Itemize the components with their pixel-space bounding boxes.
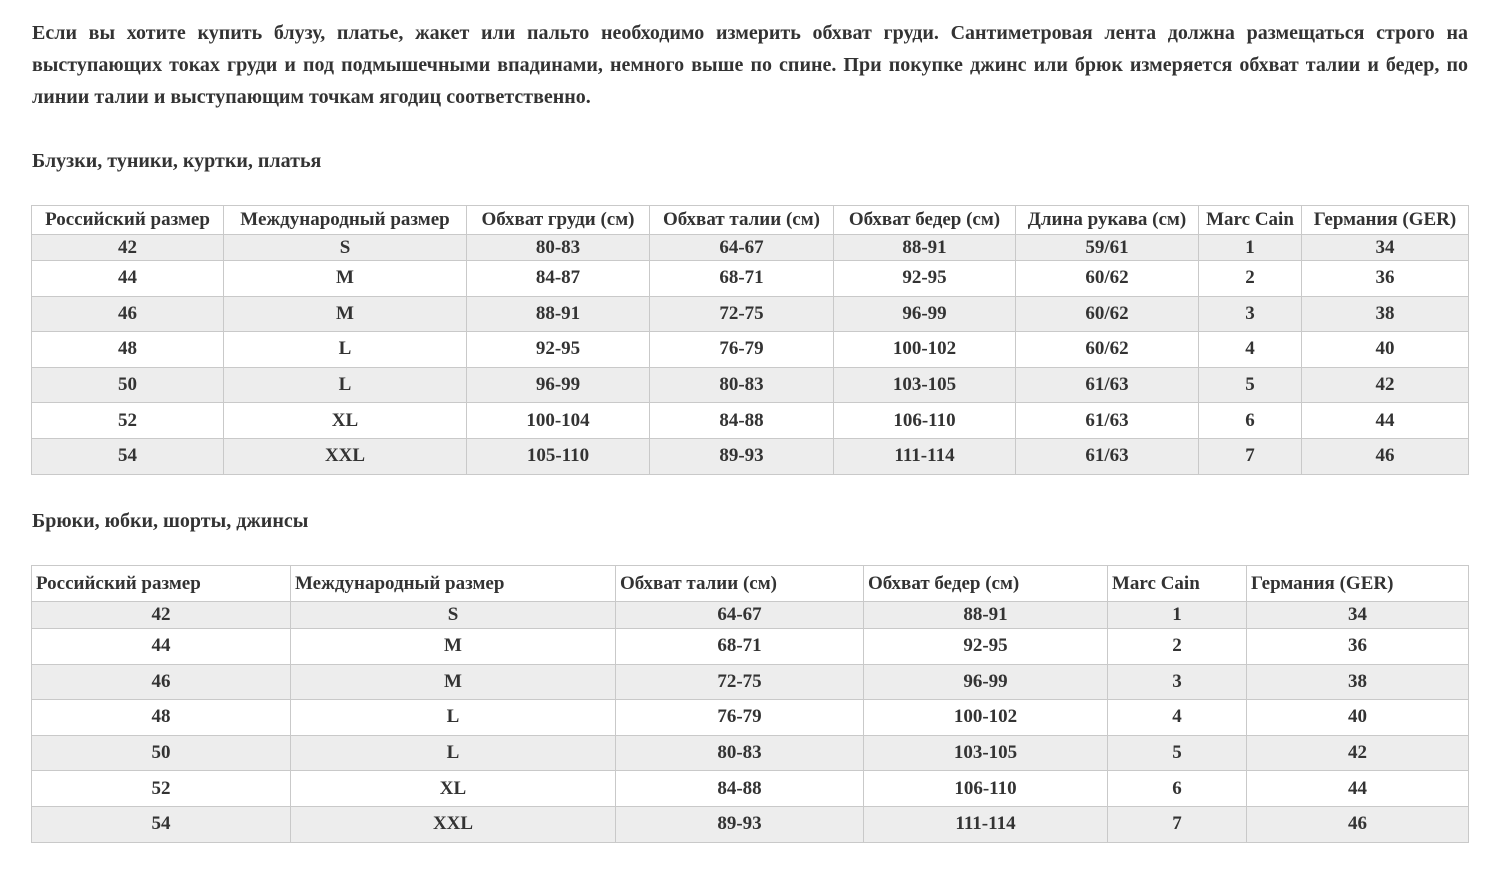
table-cell: 5 — [1199, 367, 1302, 403]
table-cell: 106-110 — [834, 403, 1016, 439]
table-row — [32, 235, 1469, 261]
table-cell: 103-105 — [864, 735, 1108, 771]
table-cell: 100-102 — [864, 700, 1108, 736]
column-header: Российский размер — [32, 566, 291, 602]
table-cell: 76-79 — [650, 332, 834, 368]
table-row — [32, 296, 1469, 332]
table-cell: XXL — [291, 806, 616, 842]
table-cell: 7 — [1199, 438, 1302, 474]
table-row — [32, 629, 1469, 665]
table-cell: 96-99 — [467, 367, 650, 403]
table-row — [32, 602, 1469, 629]
table-cell: 34 — [1247, 602, 1469, 629]
table-cell: 59/61 — [1016, 235, 1199, 261]
table-cell: 42 — [32, 235, 224, 261]
column-header: Обхват талии (см) — [616, 566, 864, 602]
column-header: Длина рукава (см) — [1016, 206, 1199, 235]
table-cell: 44 — [1247, 771, 1469, 807]
table-row — [32, 735, 1469, 771]
table-cell: 6 — [1199, 403, 1302, 439]
table-cell: L — [291, 700, 616, 736]
table-cell: 64-67 — [650, 235, 834, 261]
table-header — [32, 206, 1469, 235]
table-cell: 100-104 — [467, 403, 650, 439]
column-header: Marc Cain — [1108, 566, 1247, 602]
table-cell: 46 — [32, 664, 291, 700]
table-cell: 92-95 — [834, 261, 1016, 297]
table-cell: 111-114 — [834, 438, 1016, 474]
table-cell: 72-75 — [616, 664, 864, 700]
table-cell: 61/63 — [1016, 403, 1199, 439]
table-cell: 46 — [1302, 438, 1469, 474]
column-header: Германия (GER) — [1302, 206, 1469, 235]
table-cell: L — [224, 332, 467, 368]
table-row — [32, 438, 1469, 474]
table-cell: 111-114 — [864, 806, 1108, 842]
table-row — [32, 771, 1469, 807]
intro-paragraph: Если вы хотите купить блузу, платье, жакет или пальто необходимо измерить обхват груди. Сантиметровая лента должна размещаться строго на выступающих токах груди и под подмышечными впадинами, немного выше по спине. При покупке джинс или брюк измеряется обхват талии и бедер, по линии талии и выступающим точкам ягодиц соответственно. — [32, 22, 1468, 108]
table-cell: 92-95 — [864, 629, 1108, 665]
column-header: Обхват талии (см) — [650, 206, 834, 235]
table-cell: 61/63 — [1016, 438, 1199, 474]
table-cell: 34 — [1302, 235, 1469, 261]
table-cell: 6 — [1108, 771, 1247, 807]
table-cell: M — [224, 296, 467, 332]
table-cell: 48 — [32, 332, 224, 368]
table-body — [32, 602, 1469, 843]
table-cell: 4 — [1108, 700, 1247, 736]
table-cell: 52 — [32, 403, 224, 439]
table-cell: 80-83 — [467, 235, 650, 261]
table-cell: 38 — [1247, 664, 1469, 700]
table-cell: 40 — [1247, 700, 1469, 736]
table-cell: 80-83 — [616, 735, 864, 771]
table-cell: 36 — [1247, 629, 1469, 665]
table-cell: 88-91 — [834, 235, 1016, 261]
table-cell: L — [224, 367, 467, 403]
table-cell: 103-105 — [834, 367, 1016, 403]
table-cell: 2 — [1199, 261, 1302, 297]
table-cell: 106-110 — [864, 771, 1108, 807]
table-cell: 105-110 — [467, 438, 650, 474]
table-cell: M — [291, 629, 616, 665]
column-header: Обхват бедер (см) — [864, 566, 1108, 602]
table-cell: 42 — [32, 602, 291, 629]
table-cell: 46 — [1247, 806, 1469, 842]
table-cell: 42 — [1247, 735, 1469, 771]
table-cell: 60/62 — [1016, 261, 1199, 297]
table-cell: 44 — [32, 261, 224, 297]
table-cell: XXL — [224, 438, 467, 474]
table-cell: 44 — [1302, 403, 1469, 439]
table-cell: 1 — [1199, 235, 1302, 261]
column-header: Международный размер — [291, 566, 616, 602]
table-cell: 68-71 — [650, 261, 834, 297]
table-cell: 36 — [1302, 261, 1469, 297]
table-row — [32, 664, 1469, 700]
table-cell: 92-95 — [467, 332, 650, 368]
table-cell: 64-67 — [616, 602, 864, 629]
table-cell: 2 — [1108, 629, 1247, 665]
table-cell: 4 — [1199, 332, 1302, 368]
section-title-tops: Блузки, туники, куртки, платья — [32, 150, 322, 172]
column-header: Обхват груди (см) — [467, 206, 650, 235]
table-cell: 44 — [32, 629, 291, 665]
table-cell: 96-99 — [834, 296, 1016, 332]
table-cell: 100-102 — [834, 332, 1016, 368]
table-row — [32, 367, 1469, 403]
table-cell: S — [291, 602, 616, 629]
table-cell: 68-71 — [616, 629, 864, 665]
size-table-bottoms — [31, 565, 1469, 843]
table-cell: 46 — [32, 296, 224, 332]
table-cell: 50 — [32, 735, 291, 771]
table-cell: 40 — [1302, 332, 1469, 368]
table-cell: 96-99 — [864, 664, 1108, 700]
table-cell: 76-79 — [616, 700, 864, 736]
table-cell: 3 — [1108, 664, 1247, 700]
section-title-bottoms: Брюки, юбки, шорты, джинсы — [32, 510, 309, 532]
column-header: Российский размер — [32, 206, 224, 235]
table-body — [32, 235, 1469, 475]
table-row — [32, 261, 1469, 297]
table-cell: M — [224, 261, 467, 297]
table-cell: M — [291, 664, 616, 700]
table-cell: 88-91 — [467, 296, 650, 332]
table-cell: 1 — [1108, 602, 1247, 629]
size-table-tops — [31, 205, 1469, 475]
table-cell: XL — [224, 403, 467, 439]
table-cell: XL — [291, 771, 616, 807]
table-cell: 42 — [1302, 367, 1469, 403]
table-cell: L — [291, 735, 616, 771]
table-cell: 3 — [1199, 296, 1302, 332]
table-cell: 89-93 — [650, 438, 834, 474]
table-cell: 7 — [1108, 806, 1247, 842]
table-cell: S — [224, 235, 467, 261]
table-row — [32, 332, 1469, 368]
table-cell: 84-88 — [650, 403, 834, 439]
table-header — [32, 566, 1469, 602]
table-row — [32, 700, 1469, 736]
table-cell: 61/63 — [1016, 367, 1199, 403]
table-cell: 84-88 — [616, 771, 864, 807]
table-cell: 72-75 — [650, 296, 834, 332]
table-cell: 52 — [32, 771, 291, 807]
table-cell: 60/62 — [1016, 332, 1199, 368]
table-cell: 50 — [32, 367, 224, 403]
column-header: Международный размер — [224, 206, 467, 235]
table-cell: 89-93 — [616, 806, 864, 842]
table-cell: 54 — [32, 806, 291, 842]
table-cell: 48 — [32, 700, 291, 736]
table-row — [32, 403, 1469, 439]
column-header: Marc Cain — [1199, 206, 1302, 235]
table-cell: 88-91 — [864, 602, 1108, 629]
table-cell: 5 — [1108, 735, 1247, 771]
table-cell: 60/62 — [1016, 296, 1199, 332]
column-header: Германия (GER) — [1247, 566, 1469, 602]
table-cell: 38 — [1302, 296, 1469, 332]
table-row — [32, 806, 1469, 842]
table-cell: 80-83 — [650, 367, 834, 403]
table-cell: 54 — [32, 438, 224, 474]
table-cell: 84-87 — [467, 261, 650, 297]
column-header: Обхват бедер (см) — [834, 206, 1016, 235]
